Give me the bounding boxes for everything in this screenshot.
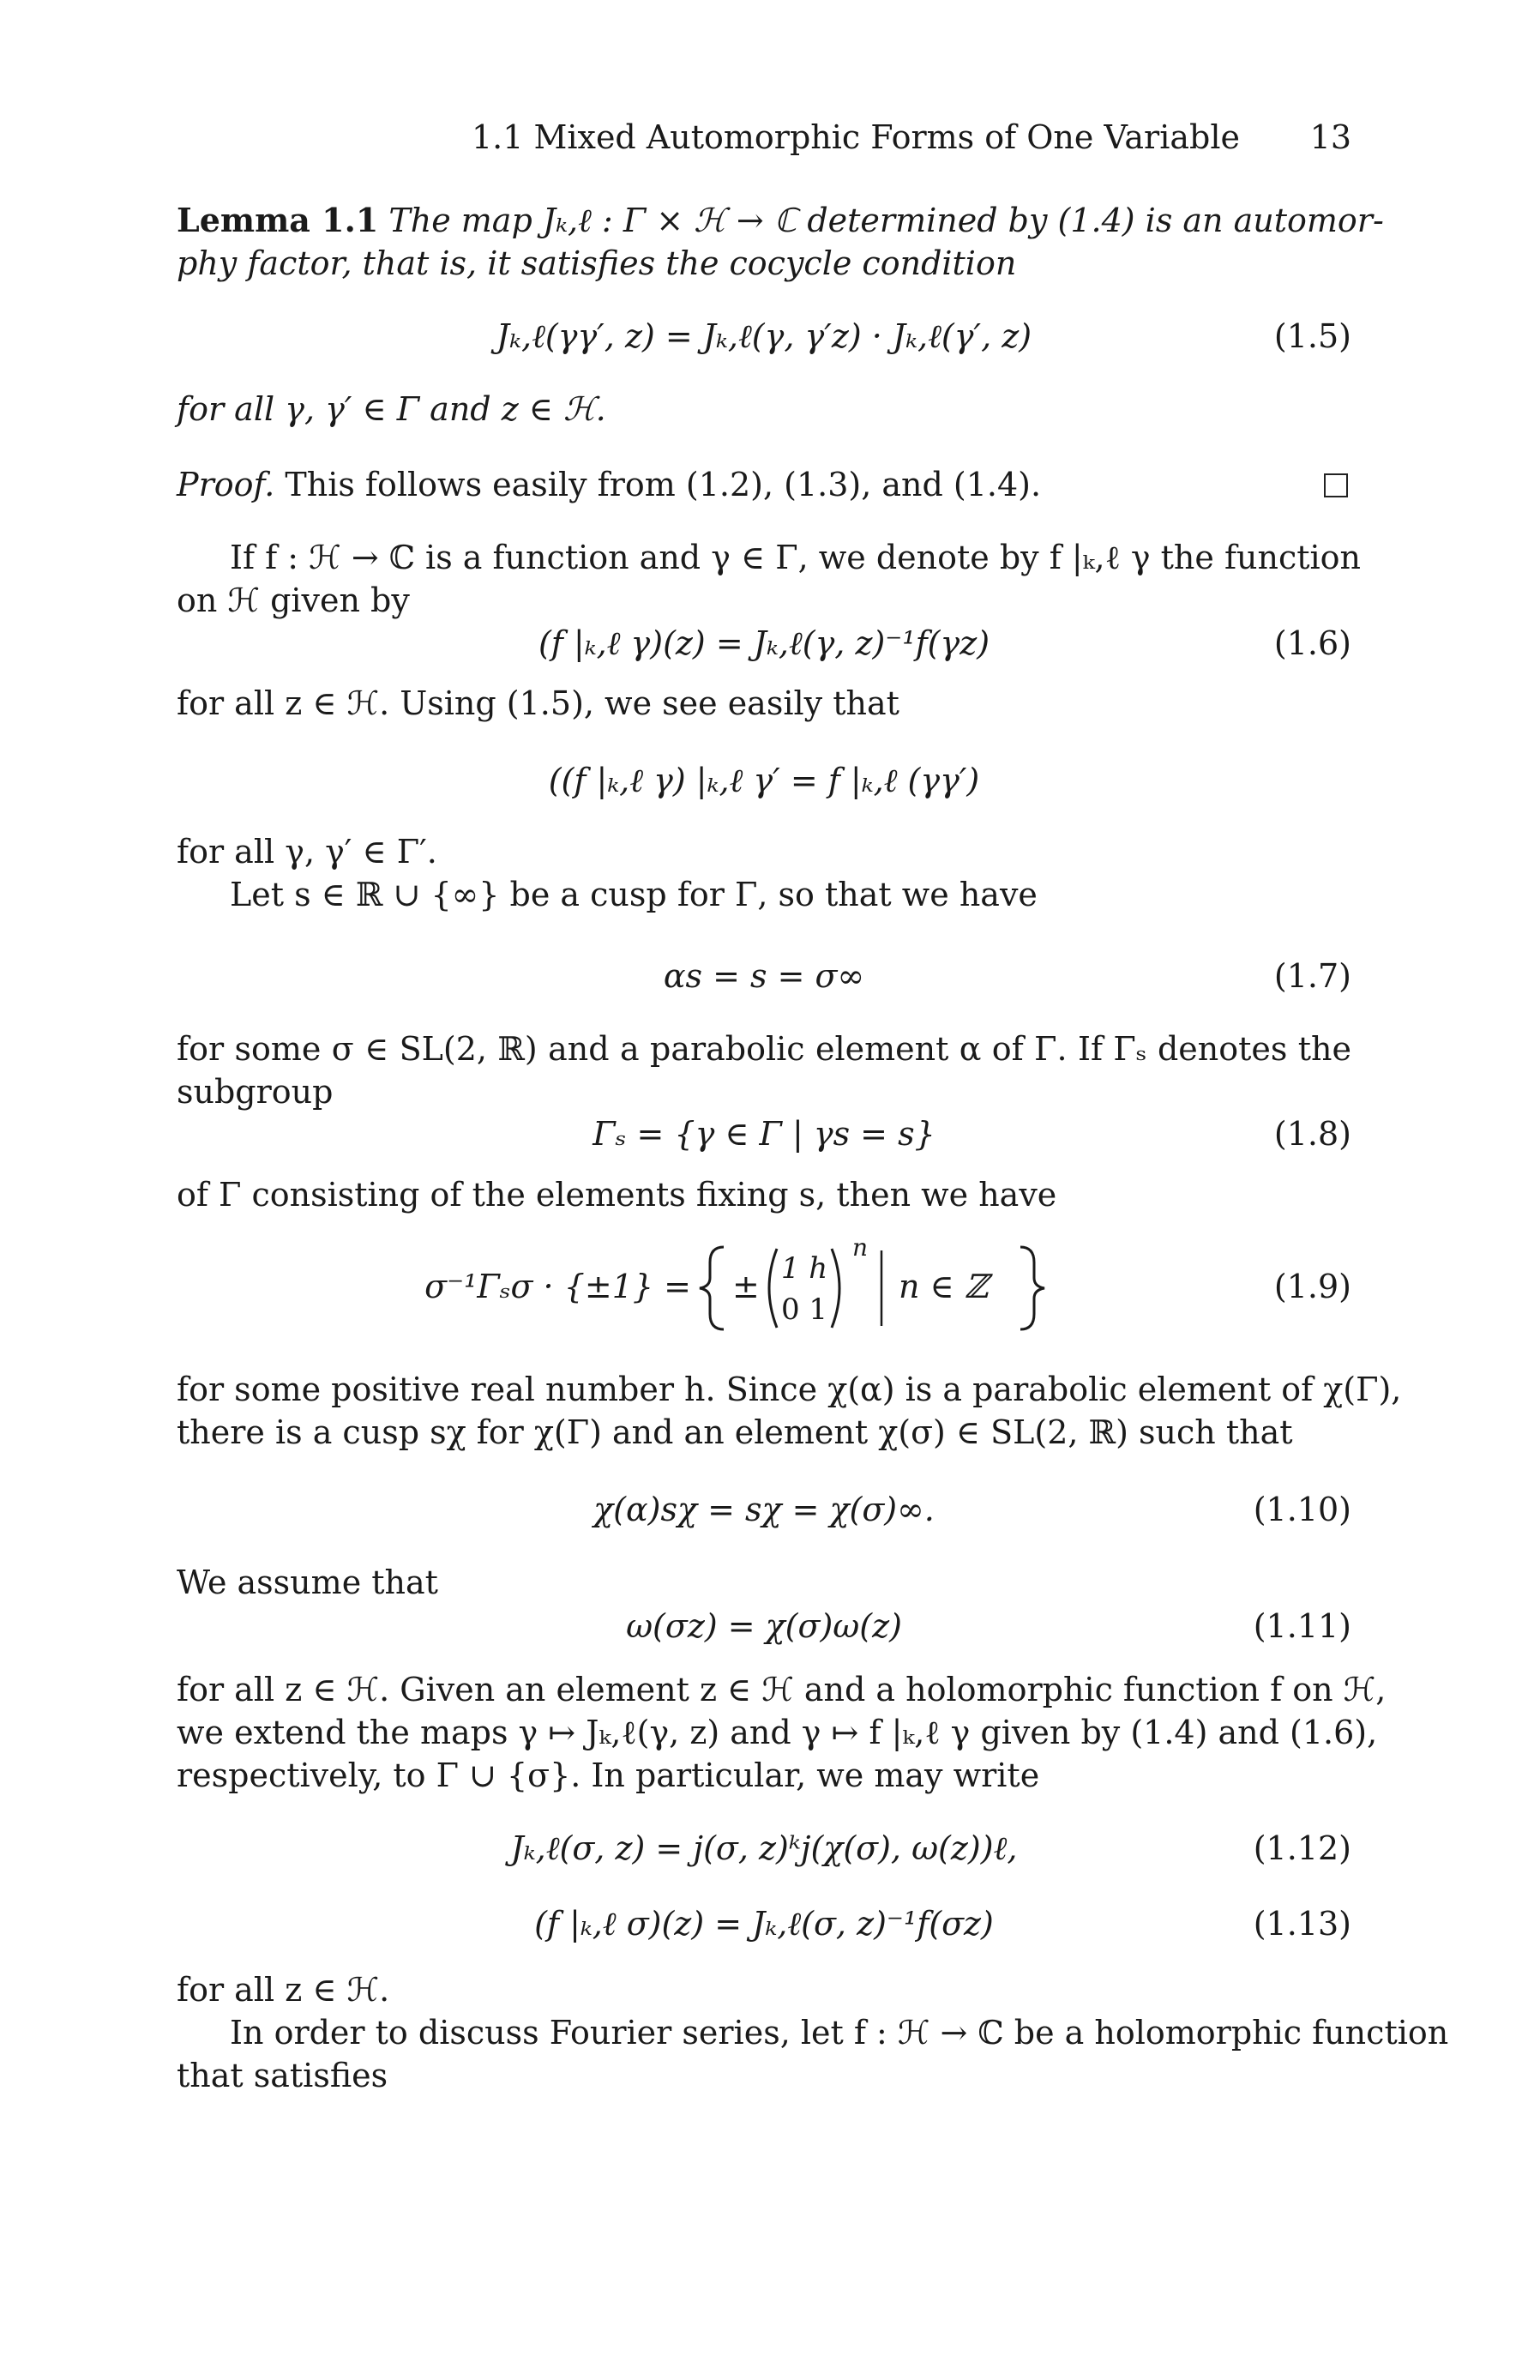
equation-1-9-left: σ⁻¹Γₛσ · {±1} = [424, 1268, 691, 1305]
paragraph-line: If f : ℋ → ℂ is a function and γ ∈ Γ, we denote by f |ₖ,ℓ γ the function [230, 539, 1362, 576]
paragraph-line: In order to discuss Fourier series, let f : ℋ → ℂ be a holomorphic function [230, 2014, 1449, 2052]
equation-1-12-body: Jₖ,ℓ(σ, z) = j(σ, z)ᵏj(χ(σ), ω(z))ℓ, [510, 1829, 1018, 1867]
equation-1-5-body: Jₖ,ℓ(γγ′, z) = Jₖ,ℓ(γ, γ′z) · Jₖ,ℓ(γ′, z) [496, 317, 1032, 355]
proof-line [177, 463, 1351, 506]
equation-1-9-number: (1.9) [1273, 1268, 1351, 1305]
equation-1-8-body: Γₛ = {γ ∈ Γ | γs = s} [593, 1115, 935, 1153]
equation-1-7-body: αs = s = σ∞ [663, 957, 865, 995]
paragraph-line: respectively, to Γ ∪ {σ}. In particular, we may write [177, 1756, 1040, 1794]
equation-1-7-number: (1.7) [1273, 957, 1351, 995]
paragraph-line: that satisfies [177, 2057, 388, 2094]
equation-1-5-number: (1.5) [1273, 317, 1351, 355]
equation-1-12 [177, 1823, 1351, 1874]
paragraph-line: for some positive real number h. Since χ(α) is a parabolic element of χ(Γ), [177, 1371, 1402, 1408]
equation-1-6-body: (f |ₖ,ℓ γ)(z) = Jₖ,ℓ(γ, z)⁻¹f(γz) [538, 624, 990, 662]
running-title: 1.1 Mixed Automorphic Forms of One Variable [471, 118, 1240, 156]
equation-unnumbered [177, 755, 1351, 806]
proof-text: This follows easily from (1.2), (1.3), and (1.4). [285, 466, 1042, 503]
equation-1-8-number: (1.8) [1273, 1115, 1351, 1153]
right-brace-icon [1020, 1247, 1044, 1329]
paragraph-line: we extend the maps γ ↦ Jₖ,ℓ(γ, z) and γ ↦ f |ₖ,ℓ γ given by (1.4) and (1.6), [177, 1714, 1378, 1751]
equation-1-13 [177, 1898, 1351, 1949]
page-number: 13 [1309, 118, 1351, 156]
equation-1-11-body: ω(σz) = χ(σ)ω(z) [626, 1607, 902, 1645]
left-brace-icon [700, 1247, 724, 1329]
qed-square-icon [1324, 473, 1348, 497]
proof-label: Proof. [177, 466, 275, 503]
paragraph-line: Let s ∈ ℝ ∪ {∞} be a cusp for Γ, so that we have [230, 876, 1038, 913]
equation-1-6 [177, 618, 1351, 669]
matrix-row-2: 0 1 [780, 1292, 828, 1327]
paragraph-line: there is a cusp sχ for χ(Γ) and an element χ(σ) ∈ SL(2, ℝ) such that [177, 1413, 1293, 1451]
equation-unnumbered-body: ((f |ₖ,ℓ γ) |ₖ,ℓ γ′ = f |ₖ,ℓ (γγ′) [548, 762, 980, 799]
equation-1-13-number: (1.13) [1253, 1905, 1351, 1943]
lemma-label: Lemma 1.1 [177, 201, 379, 239]
paragraph-line: of Γ consisting of the elements fixing s, then we have [177, 1176, 1057, 1214]
paragraph-line: for all z ∈ ℋ. [177, 1971, 390, 2009]
paragraph-line: We assume that [177, 1564, 438, 1601]
paragraph-line: on ℋ given by [177, 581, 410, 619]
equation-1-6-number: (1.6) [1273, 624, 1351, 662]
equation-1-8 [177, 1108, 1351, 1160]
equation-1-10 [177, 1484, 1351, 1535]
equation-1-9 [177, 1235, 1351, 1338]
equation-1-10-body: χ(α)sχ = sχ = χ(σ)∞. [593, 1491, 935, 1528]
equation-1-11 [177, 1600, 1351, 1652]
lemma-line-1 [177, 199, 1384, 242]
lemma-statement-2: phy factor, that is, it satisfies the cocycle condition [177, 244, 1017, 282]
equation-1-5 [177, 310, 1351, 362]
left-paren-icon [769, 1249, 777, 1328]
running-head [177, 118, 1351, 161]
book-page [177, 0, 1449, 2380]
right-paren-icon [832, 1249, 839, 1328]
equation-1-7 [177, 950, 1351, 1002]
equation-1-9-graphic [177, 1235, 1351, 1338]
equation-1-12-number: (1.12) [1253, 1829, 1351, 1867]
paragraph-line: for all z ∈ ℋ. Given an element z ∈ ℋ and a holomorphic function f on ℋ, [177, 1671, 1387, 1708]
lemma-statement-1: The map Jₖ,ℓ : Γ × ℋ → ℂ determined by (1.4) is an automor- [388, 202, 1384, 239]
matrix-exponent: n [852, 1235, 869, 1262]
paragraph-line: for all γ, γ′ ∈ Γ′. [177, 833, 437, 871]
matrix-row-1: 1 h [780, 1251, 828, 1286]
equation-1-9-condition: n ∈ ℤ [899, 1268, 989, 1305]
lemma-after: for all γ, γ′ ∈ Γ and z ∈ ℋ. [177, 390, 606, 428]
equation-1-11-number: (1.11) [1253, 1607, 1351, 1645]
equation-1-13-body: (f |ₖ,ℓ σ)(z) = Jₖ,ℓ(σ, z)⁻¹f(σz) [534, 1905, 994, 1943]
equation-1-10-number: (1.10) [1253, 1491, 1351, 1528]
equation-1-9-pm: ± [732, 1268, 760, 1305]
paragraph-line: for all z ∈ ℋ. Using (1.5), we see easily that [177, 684, 899, 722]
paragraph-line: for some σ ∈ SL(2, ℝ) and a parabolic element α of Γ. If Γₛ denotes the [177, 1030, 1351, 1068]
paragraph-line: subgroup [177, 1073, 334, 1111]
